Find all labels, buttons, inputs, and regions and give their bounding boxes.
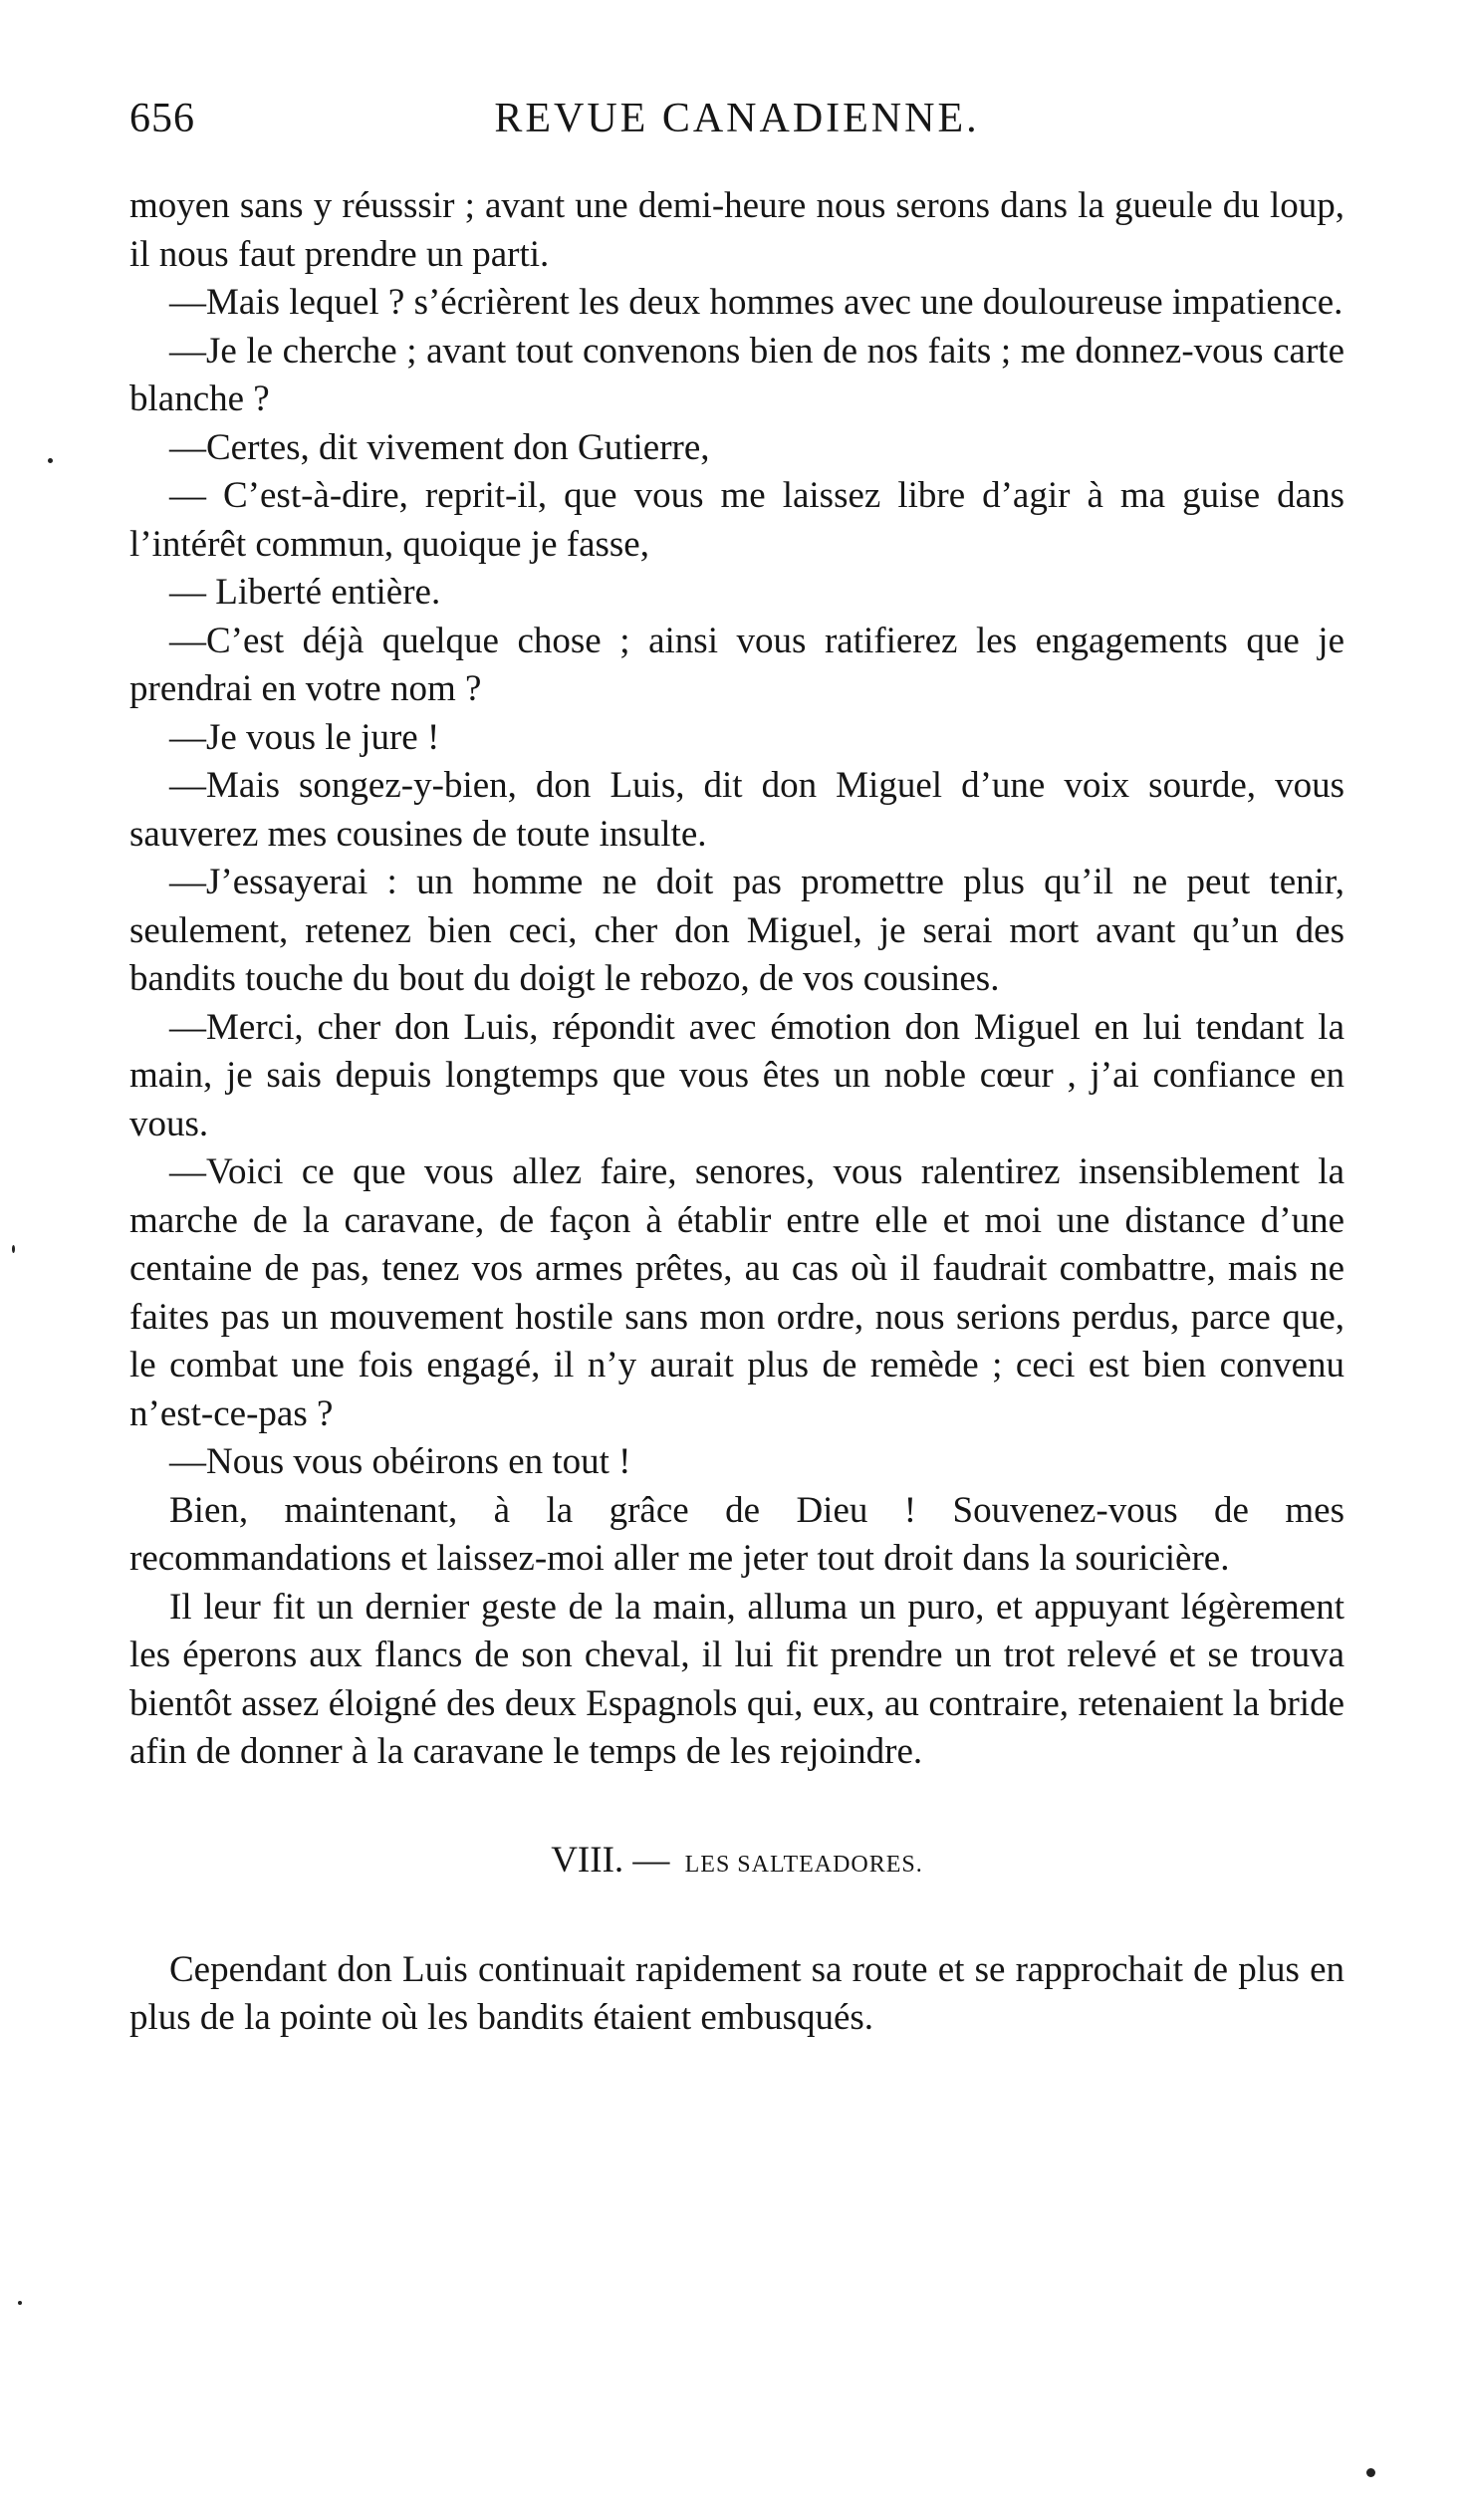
- paragraph-4: —Certes, dit vivement don Gutierre,: [169, 426, 710, 468]
- page-header: [129, 95, 1344, 174]
- paragraph-6: — Liberté entière.: [169, 572, 441, 613]
- paragraph-13: —Nous vous obéirons en tout !: [169, 1441, 631, 1482]
- paragraph-11: —Merci, cher don Luis, répondit avec émotion don Miguel en lui tendant la main, je sais depuis longtemps que vous êtes un noble cœur , j’ai confiance en vous.: [129, 1006, 1344, 1144]
- paragraph-2: —Mais lequel ? s’écrièrent les deux hommes avec une douloureuse impatience.: [169, 282, 1343, 323]
- scan-speck: [48, 458, 53, 463]
- paragraph-8: —Je vous le jure !: [169, 716, 440, 758]
- section-title: LES SALTEADORES.: [684, 1851, 923, 1878]
- paragraph-1: moyen sans y réusssir ; avant une demi-heure nous serons dans la gueule du loup, il nous faut prendre un parti.: [129, 185, 1344, 275]
- paragraph-9: —Mais songez-y-bien, don Luis, dit don Miguel d’une voix sourde, vous sauverez mes cousines de toute insulte.: [129, 765, 1344, 855]
- section-heading: [129, 1837, 1344, 1889]
- paragraph-7: —C’est déjà quelque chose ; ainsi vous ratifierez les engagements que je prendrai en votre nom ?: [129, 620, 1344, 709]
- paragraph-3: —Je le cherche ; avant tout convenons bien de nos faits ; me donnez-vous carte blanche ?: [129, 330, 1344, 419]
- section-number: VIII. —: [551, 1839, 670, 1881]
- scan-speck: [18, 2301, 22, 2305]
- paragraph-5: — C’est-à-dire, reprit-il, que vous me laissez libre d’agir à ma guise dans l’intérêt commun, quoique je fasse,: [129, 475, 1344, 565]
- body-text: [129, 182, 1344, 2043]
- closing-paragraph: Cependant don Luis continuait rapidement sa route et se rapprochait de plus en plus de la pointe où les bandits étaient embusqués.: [129, 1948, 1344, 2038]
- scan-speck: [12, 1245, 15, 1253]
- book-page: [129, 95, 1344, 2043]
- paragraph-12: —Voici ce que vous allez faire, senores, vous ralentirez insensiblement la marche de la caravane, de façon à établir entre elle et moi une distance d’une centaine de pas, tenez vos armes prêtes, au cas où il faudrait combattre, mais ne faites pas un mouvement hostile sans mon ordre, nous serions perdus, parce que, le combat une fois engagé, il n’y aurait plus de remède ; ceci est bien convenu n’est-ce-pas ?: [129, 1151, 1344, 1434]
- paragraph-10: —J’essayerai : un homme ne doit pas promettre plus qu’il ne peut tenir, seulement, retenez bien ceci, cher don Miguel, je serai mort avant qu’un des bandits touche du bout du doigt le rebozo, de vos cousines.: [129, 862, 1344, 999]
- paragraph-14: Bien, maintenant, à la grâce de Dieu ! Souvenez-vous de mes recommandations et laissez-moi aller me jeter tout droit dans la souricière.: [129, 1489, 1344, 1579]
- paragraph-15: Il leur fit un dernier geste de la main, alluma un puro, et appuyant légèrement les éperons aux flancs de son cheval, il lui fit prendre un trot relevé et se trouva bientôt assez éloigné des deux Espagnols qui, eux, au contraire, retenaient la bride afin de donner à la caravane le temps de les rejoindre.: [129, 1586, 1344, 1772]
- running-title: REVUE CANADIENNE.: [494, 96, 980, 141]
- page-number: 656: [129, 96, 195, 141]
- scan-speck: [1366, 2468, 1375, 2477]
